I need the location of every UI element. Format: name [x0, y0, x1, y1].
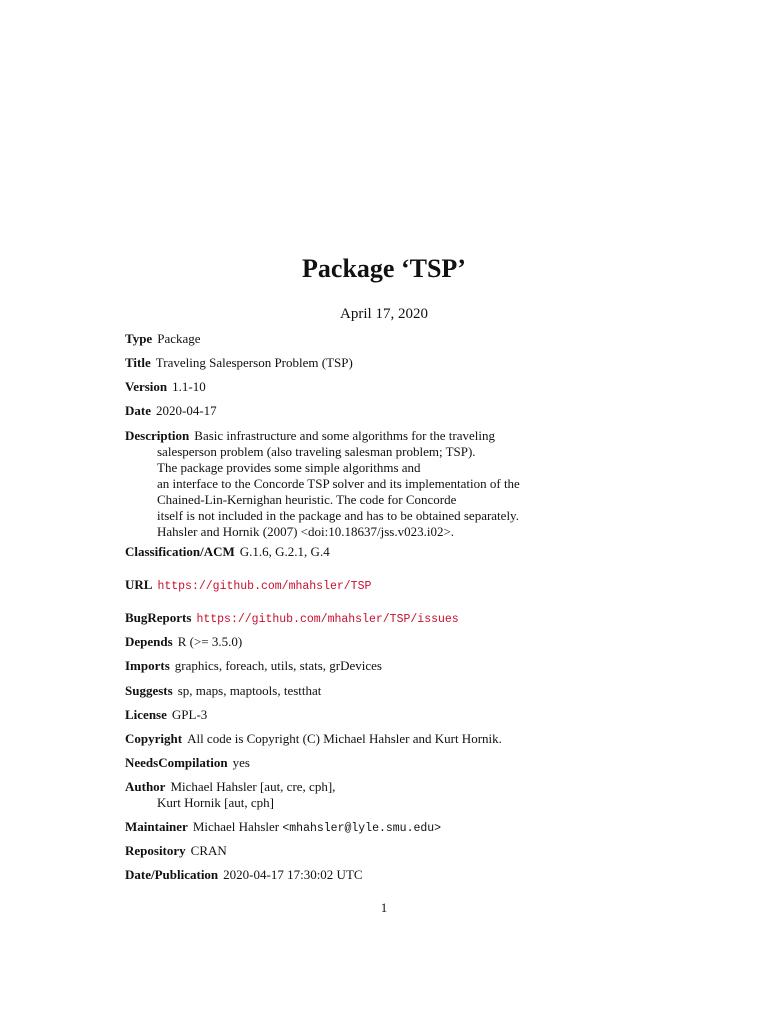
field-url: [125, 577, 371, 595]
maintainer-name: Michael Hahsler: [192, 819, 280, 834]
field-label: License: [125, 707, 167, 722]
field-label: Suggests: [125, 683, 173, 698]
author-line: Michael Hahsler [aut, cre, cph],: [170, 779, 336, 794]
field-value: 2020-04-17: [156, 403, 217, 418]
field-label: Repository: [125, 843, 186, 858]
field-label: Author: [125, 779, 166, 794]
bugreports-link[interactable]: https://github.com/mhahsler/TSP/issues: [196, 613, 459, 626]
field-label: Version: [125, 379, 168, 394]
field-value: 1.1-10: [172, 379, 206, 394]
page-title: Package ‘TSP’: [302, 254, 466, 283]
field-value: G.1.6, G.2.1, G.4: [239, 544, 330, 559]
field-copyright: [125, 731, 502, 747]
field-label: URL: [125, 577, 153, 592]
field-label: Maintainer: [125, 819, 188, 834]
field-value: R (>= 3.5.0): [177, 634, 243, 649]
field-imports: [125, 658, 382, 674]
field-label: Classification/ACM: [125, 544, 235, 559]
description-line: Hahsler and Hornik (2007) <doi:10.18637/jss.v023.i02>.: [157, 524, 455, 539]
field-label: Imports: [125, 658, 170, 673]
field-label: BugReports: [125, 610, 192, 625]
field-classification: [125, 544, 330, 560]
field-value: 2020-04-17 17:30:02 UTC: [223, 867, 363, 882]
description-line: itself is not included in the package and has to be obtained separately.: [157, 508, 519, 523]
field-label: Depends: [125, 634, 173, 649]
field-type: [125, 331, 201, 347]
field-value: Traveling Salesperson Problem (TSP): [155, 355, 353, 370]
field-label: Title: [125, 355, 151, 370]
url-link[interactable]: https://github.com/mhahsler/TSP: [157, 580, 372, 593]
field-bugreports: [125, 610, 459, 628]
field-value: graphics, foreach, utils, stats, grDevices: [174, 658, 382, 673]
maintainer-email: <mhahsler@lyle.smu.edu>: [282, 822, 442, 835]
description-line: salesperson problem (also traveling salesman problem; TSP).: [157, 444, 476, 459]
field-value: Package: [157, 331, 201, 346]
description-line: Chained-Lin-Kernighan heuristic. The code for Concorde: [157, 492, 457, 507]
field-maintainer: [125, 819, 441, 837]
field-label: NeedsCompilation: [125, 755, 228, 770]
field-label: Description: [125, 428, 190, 443]
field-value: sp, maps, maptools, testthat: [177, 683, 322, 698]
description-line: Basic infrastructure and some algorithms for the traveling: [194, 428, 495, 443]
field-date-publication: [125, 867, 363, 883]
field-description: [125, 428, 520, 540]
field-title: [125, 355, 353, 371]
page-number: 1: [380, 900, 388, 915]
page-date: April 17, 2020: [340, 306, 428, 322]
field-value: All code is Copyright (C) Michael Hahsler and Kurt Hornik.: [187, 731, 502, 746]
field-label: Type: [125, 331, 153, 346]
field-author: [125, 779, 335, 811]
field-repository: [125, 843, 227, 859]
field-depends: [125, 634, 242, 650]
field-value: yes: [232, 755, 250, 770]
field-needscompilation: [125, 755, 250, 771]
field-date: [125, 403, 217, 419]
field-label: Copyright: [125, 731, 183, 746]
field-suggests: [125, 683, 321, 699]
field-license: [125, 707, 207, 723]
field-label: Date: [125, 403, 151, 418]
field-label: Date/Publication: [125, 867, 219, 882]
description-line: an interface to the Concorde TSP solver and its implementation of the: [157, 476, 520, 491]
field-value: CRAN: [190, 843, 227, 858]
field-value: GPL-3: [171, 707, 208, 722]
description-line: The package provides some simple algorithms and: [157, 460, 421, 475]
author-line: Kurt Hornik [aut, cph]: [157, 795, 274, 810]
field-version: [125, 379, 206, 395]
